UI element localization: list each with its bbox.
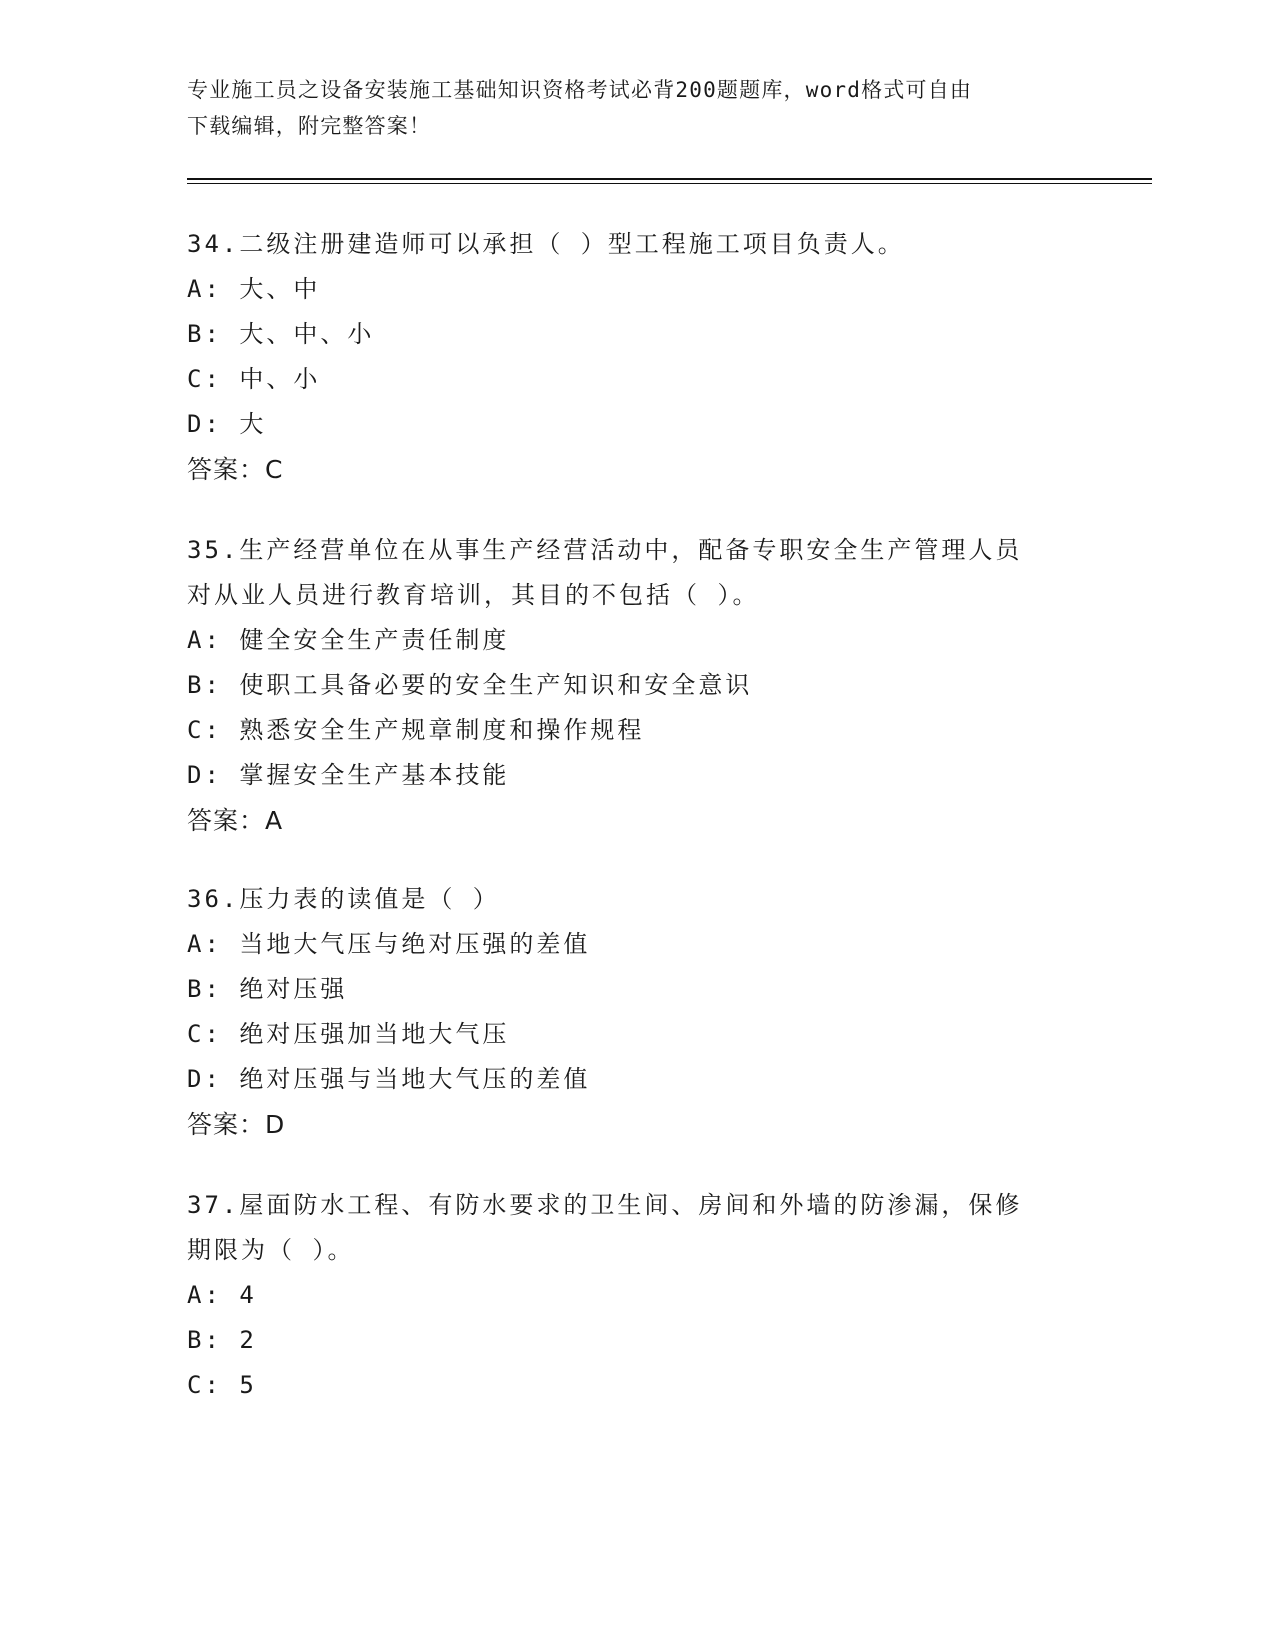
option-b [187, 312, 1087, 357]
header-divider-thin [187, 183, 1152, 184]
option-letter: C: [187, 716, 222, 744]
option-letter: A: [187, 1281, 222, 1309]
option-text: 绝对压强 [221, 975, 348, 1003]
option-letter: B: [187, 1326, 222, 1354]
option-text: 大、中、小 [221, 320, 375, 348]
question-text-line-2: 期限为（ ）。 [187, 1236, 355, 1264]
option-text: 掌握安全生产基本技能 [221, 761, 510, 789]
option-text: 绝对压强加当地大气压 [221, 1020, 510, 1048]
option-d [187, 402, 1087, 447]
option-b [187, 1318, 1087, 1363]
option-letter: C: [187, 365, 222, 393]
header-line-1: 专业施工员之设备安装施工基础知识资格考试必背200题题库，word格式可自由 [187, 78, 973, 102]
option-c [187, 357, 1087, 402]
option-text: 使职工具备必要的安全生产知识和安全意识 [221, 671, 753, 699]
question-text-line-2: 对从业人员进行教育培训，其目的不包括（ ）。 [187, 581, 760, 609]
option-c [187, 1363, 1087, 1408]
option-letter: B: [187, 975, 222, 1003]
option-a [187, 922, 1087, 967]
question-text-line-1: 35.生产经营单位在从事生产经营活动中，配备专职安全生产管理人员 [187, 536, 1023, 564]
option-a [187, 267, 1087, 312]
option-c [187, 708, 1087, 753]
option-b [187, 967, 1087, 1012]
answer: 答案：C [187, 455, 284, 484]
question-text: 36.压力表的读值是（ ） [187, 885, 500, 913]
option-letter: C: [187, 1020, 222, 1048]
question-36 [187, 877, 1087, 1147]
question-35 [187, 528, 1087, 843]
option-a [187, 618, 1087, 663]
option-letter: B: [187, 671, 222, 699]
option-letter: A: [187, 275, 222, 303]
option-text: 5 [221, 1371, 257, 1399]
option-letter: D: [187, 761, 222, 789]
option-text: 绝对压强与当地大气压的差值 [221, 1065, 591, 1093]
option-text: 当地大气压与绝对压强的差值 [221, 930, 591, 958]
option-d [187, 1057, 1087, 1102]
question-text-line-1: 37.屋面防水工程、有防水要求的卫生间、房间和外墙的防渗漏，保修 [187, 1191, 1023, 1219]
option-text: 大、中 [221, 275, 321, 303]
option-letter: D: [187, 1065, 222, 1093]
header-line-2: 下载编辑，附完整答案！ [187, 114, 432, 138]
option-a [187, 1273, 1087, 1318]
option-letter: D: [187, 410, 222, 438]
option-letter: B: [187, 320, 222, 348]
question-37 [187, 1183, 1087, 1408]
option-text: 大 [221, 410, 267, 438]
option-d [187, 753, 1087, 798]
header-divider-thick [187, 178, 1152, 180]
option-text: 健全安全生产责任制度 [221, 626, 510, 654]
option-b [187, 663, 1087, 708]
option-letter: A: [187, 626, 222, 654]
option-text: 中、小 [221, 365, 321, 393]
answer: 答案：D [187, 1110, 286, 1139]
option-text: 4 [221, 1281, 257, 1309]
option-c [187, 1012, 1087, 1057]
option-letter: C: [187, 1371, 222, 1399]
option-text: 2 [221, 1326, 257, 1354]
answer: 答案：A [187, 806, 284, 835]
question-34 [187, 222, 1087, 492]
option-text: 熟悉安全生产规章制度和操作规程 [221, 716, 645, 744]
question-text: 34.二级注册建造师可以承担（ ）型工程施工项目负责人。 [187, 230, 905, 258]
option-letter: A: [187, 930, 222, 958]
document-header [187, 72, 1067, 144]
